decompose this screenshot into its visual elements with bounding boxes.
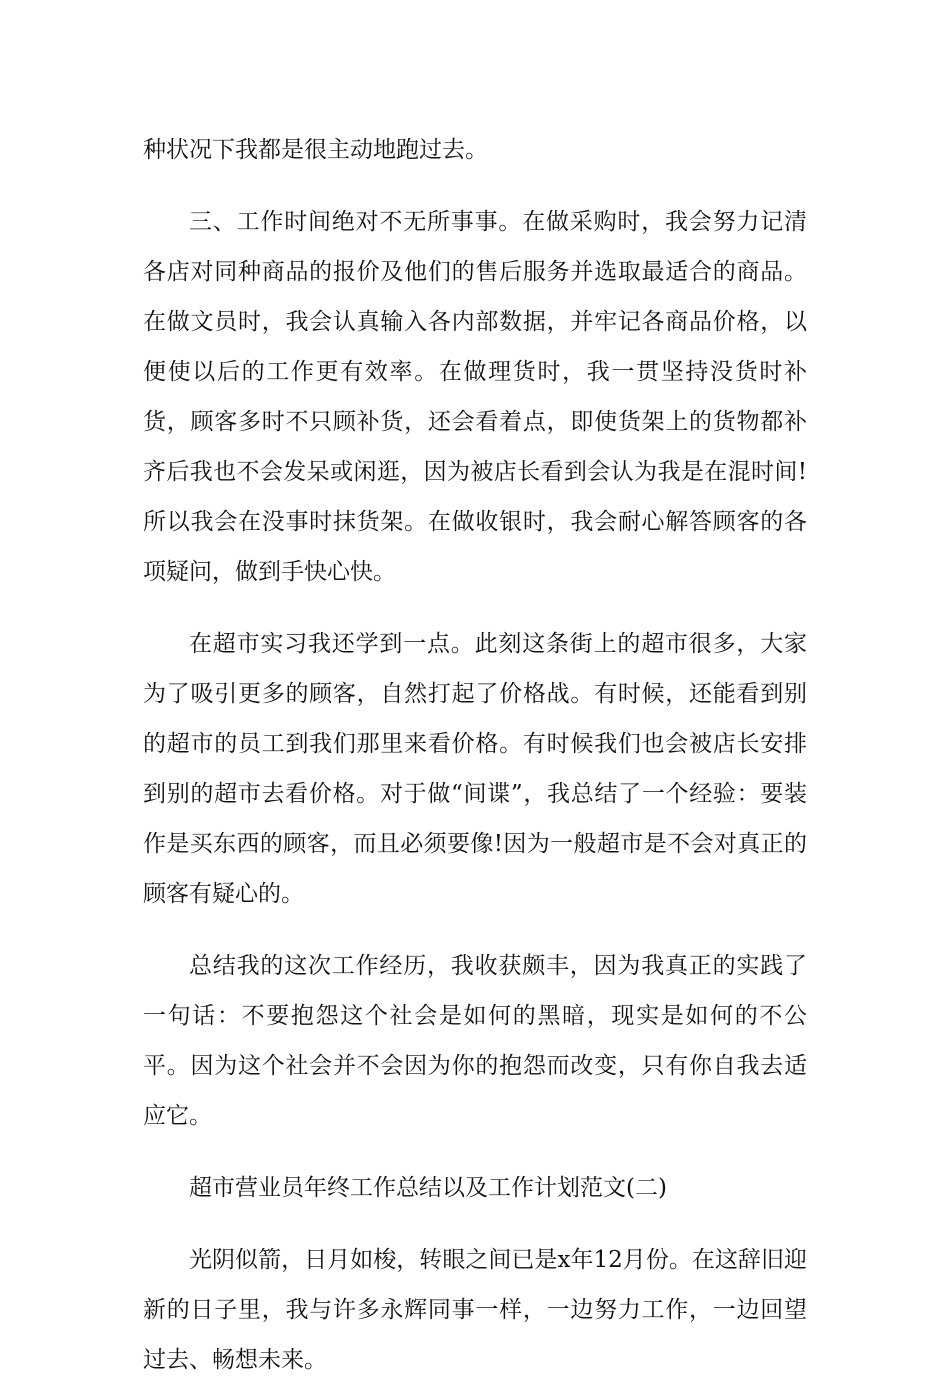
paragraph-price-check: 在超市实习我还学到一点。此刻这条街上的超市很多，大家为了吸引更多的顾客，自然打起了价格战。有时候，还能看到别的超市的员工到我们那里来看价格。有时候我们也会被店长安排到别的超市去看价格。对于做“间谍”，我总结了一个经验：要装作是买东西的顾客，而且必须要像!因为一般超市是不会对真正的顾客有疑心的。 (143, 631, 807, 907)
document-body (143, 125, 807, 1385)
paragraph-summary: 总结我的这次工作经历，我收获颇丰，因为我真正的实践了一句话：不要抱怨这个社会是如何的黑暗，现实是如何的不公平。因为这个社会并不会因为你的抱怨而改变，只有你自我去适应它。 (143, 953, 807, 1129)
paragraph-new-year: 光阴似箭，日月如梭，转眼之间已是x年12月份。在这辞旧迎新的日子里，我与许多永辉同事一样，一边努力工作，一边回望过去、畅想未来。 (143, 1247, 807, 1373)
paragraph-continuation: 种状况下我都是很主动地跑过去。 (143, 137, 488, 163)
section-heading: 超市营业员年终工作总结以及工作计划范文(二) (189, 1175, 667, 1201)
paragraph-work-attitude: 三、工作时间绝对不无所事事。在做采购时，我会努力记清各店对同种商品的报价及他们的售后服务并选取最适合的商品。在做文员时，我会认真输入各内部数据，并牢记各商品价格，以便使以后的工作更有效率。在做理货时，我一贯坚持没货时补货，顾客多时不只顾补货，还会看着点，即使货架上的货物都补齐后我也不会发呆或闲逛，因为被店长看到会认为我是在混时间!所以我会在没事时抹货架。在做收银时，我会耐心解答顾客的各项疑问，做到手快心快。 (143, 209, 807, 585)
